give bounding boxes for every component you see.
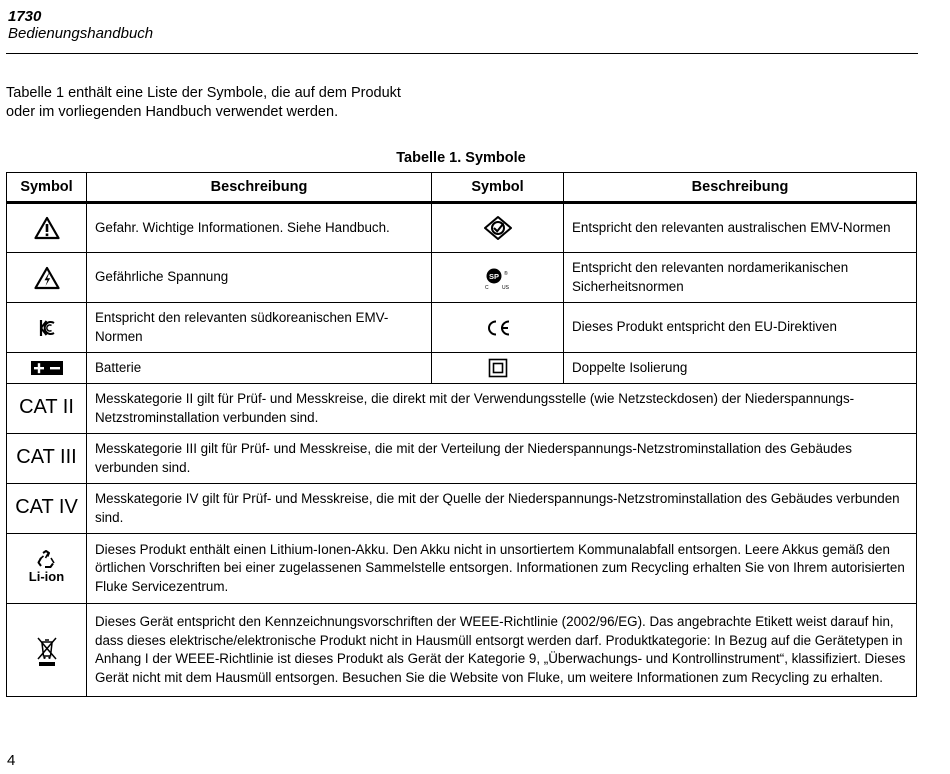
- header-description: Beschreibung: [87, 173, 432, 203]
- description-cell: Entspricht den relevanten südkoreanischen EMV-Normen: [87, 303, 432, 353]
- description-cell: Entspricht den relevanten australischen EMV-Normen: [564, 203, 917, 253]
- description-cell: Messkategorie II gilt für Prüf- und Messkreise, die direkt mit der Verwendungsstelle (wie Netzsteckdosen) der Niederspannungs-Netzstrominstallation verbunden sind.: [87, 384, 917, 434]
- csa-certification-icon: [483, 265, 513, 291]
- symbol-cell: [7, 604, 87, 697]
- svg-text:US: US: [501, 284, 509, 291]
- table-row: [7, 384, 917, 434]
- description-cell: Batterie: [87, 353, 432, 384]
- table-caption: Tabelle 1. Symbole: [396, 150, 526, 166]
- description-cell: Entspricht den relevanten nordamerikanischen Sicherheitsnormen: [564, 253, 917, 303]
- table-row: [7, 434, 917, 484]
- svg-text:SP: SP: [488, 271, 499, 281]
- table-row: [7, 353, 917, 384]
- header-description: Beschreibung: [564, 173, 917, 203]
- symbol-cell: [7, 484, 87, 534]
- description-cell: Dieses Gerät entspricht den Kennzeichnungsvorschriften der WEEE-Richtlinie (2002/96/EG). Das angebrachte Etikett weist darauf hin, dass dieses elektrische/elektronische Produkt nicht in Hausmüll entsorgt werden darf. Produktkategorie: In Bezug auf die Gerätetypen in Anhang I der WEEE-Richtlinie ist dieses Produkt als Gerät der Kategorie 9, „Überwachungs- und Kontrollinstrument“, klassifiziert. Dieses Gerät nicht mit dem Hausmüll entsorgen. Besuchen Sie die Website von Fluke, um weitere Informationen zum Recycling zu erhalten.: [87, 604, 917, 697]
- header-rule: [6, 53, 918, 54]
- recycle-icon: [35, 550, 57, 570]
- double-insulation-icon: [488, 358, 508, 378]
- description-cell: Doppelte Isolierung: [564, 353, 917, 384]
- symbol-cell: [7, 203, 87, 253]
- symbol-cell: [7, 384, 87, 434]
- crossed-bin-icon: [35, 633, 59, 667]
- kc-korea-icon: [37, 316, 57, 340]
- category-label: CAT IV: [15, 496, 78, 519]
- symbol-cell: [7, 353, 87, 384]
- table-row: [7, 253, 917, 303]
- li-ion-symbol: [29, 550, 64, 584]
- hazardous-voltage-icon: [34, 266, 60, 290]
- symbol-cell: [432, 353, 564, 384]
- manual-title: Bedienungshandbuch: [8, 25, 154, 42]
- symbols-table: [6, 172, 917, 697]
- symbol-cell: [432, 203, 564, 253]
- symbol-cell: [7, 534, 87, 604]
- table-row: [7, 534, 917, 604]
- table-row: [7, 303, 917, 353]
- svg-text:®: ®: [503, 270, 508, 277]
- page-number: 4: [7, 752, 16, 769]
- table-header-row: [7, 173, 917, 203]
- description-cell: Gefahr. Wichtige Informationen. Siehe Handbuch.: [87, 203, 432, 253]
- header-symbol: Symbol: [7, 173, 87, 203]
- table-row: [7, 484, 917, 534]
- rcm-australia-icon: [482, 214, 514, 242]
- table-row: [7, 604, 917, 697]
- description-cell: Messkategorie IV gilt für Prüf- und Messkreise, die mit der Quelle der Niederspannungs-Netzstrominstallation des Gebäudes verbunden sind.: [87, 484, 917, 534]
- table-row: [7, 203, 917, 253]
- description-cell: Dieses Produkt entspricht den EU-Direktiven: [564, 303, 917, 353]
- model-number: 1730: [8, 8, 42, 25]
- li-ion-label: Li-ion: [28, 569, 65, 585]
- header-symbol: Symbol: [432, 173, 564, 203]
- intro-paragraph: Tabelle 1 enthält eine Liste der Symbole, die auf dem Produkt oder im vorliegenden Handbuch verwendet werden.: [6, 85, 401, 120]
- category-label: CAT II: [19, 396, 74, 419]
- symbol-cell: [432, 303, 564, 353]
- symbol-cell: [432, 253, 564, 303]
- category-label: CAT III: [16, 446, 77, 469]
- battery-icon: [31, 360, 63, 376]
- description-cell: Dieses Produkt enthält einen Lithium-Ionen-Akku. Den Akku nicht in unsortiertem Kommunalabfall entsorgen. Leere Akkus gemäß den örtlichen Vorschriften bei einer zugelassenen Sammelstelle entsorgen. Informationen zum Recycling erhalten Sie von Ihrem autorisierten Fluke Servicezentrum.: [87, 534, 917, 604]
- symbol-cell: [7, 303, 87, 353]
- symbol-cell: [7, 253, 87, 303]
- svg-text:C: C: [484, 284, 489, 291]
- ce-mark-icon: [484, 318, 512, 338]
- description-cell: Gefährliche Spannung: [87, 253, 432, 303]
- warning-triangle-icon: [34, 216, 60, 240]
- description-cell: Messkategorie III gilt für Prüf- und Messkreise, die mit der Verteilung der Niederspannungs-Netzstrominstallation des Gebäudes verbunden sind.: [87, 434, 917, 484]
- symbol-cell: [7, 434, 87, 484]
- page-header: [8, 8, 153, 43]
